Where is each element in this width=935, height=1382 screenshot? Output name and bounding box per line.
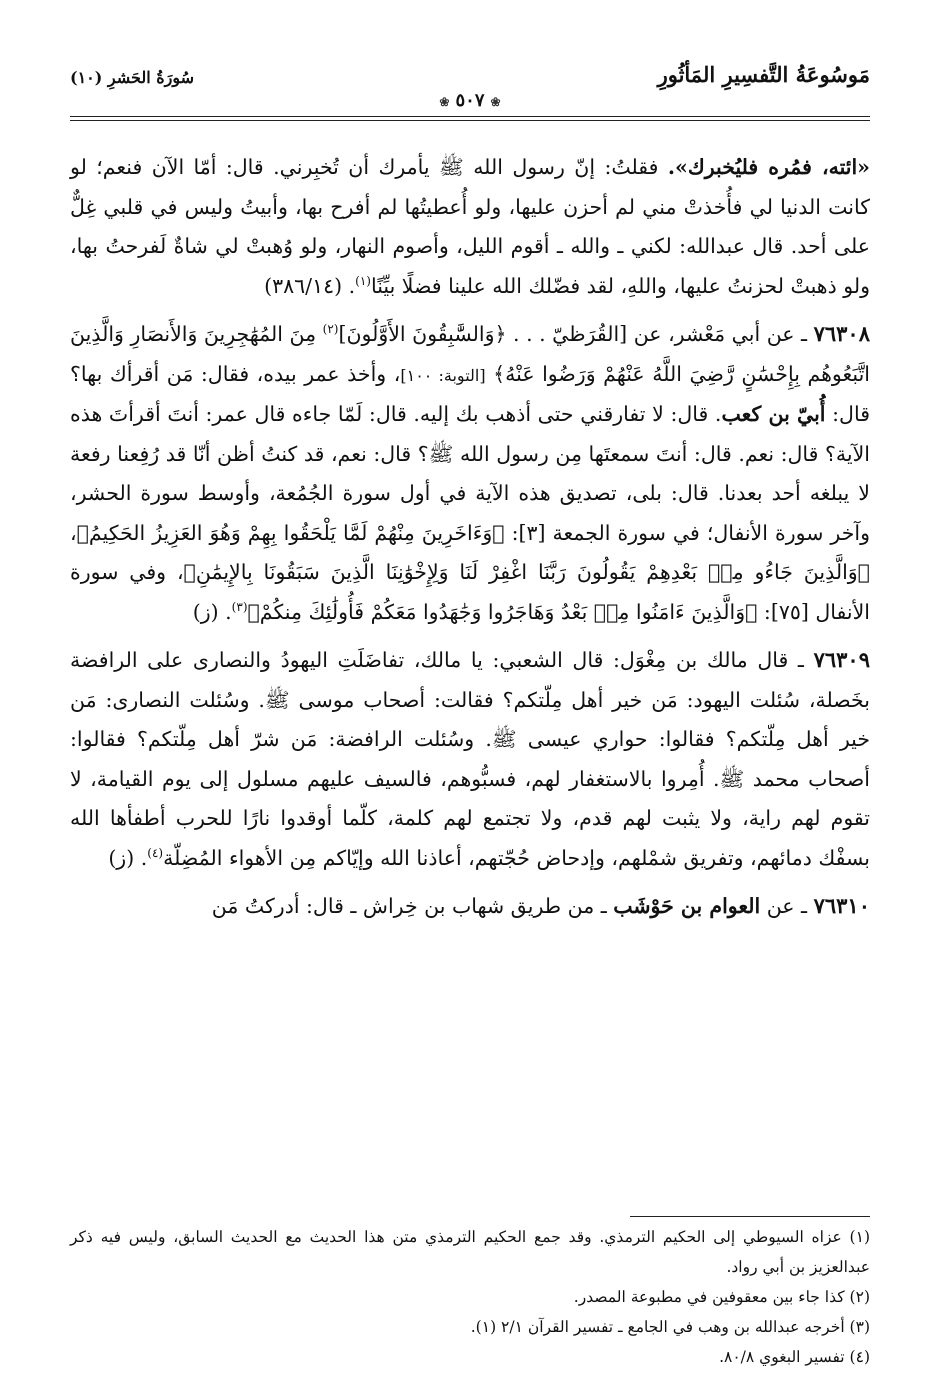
header-rule [70, 116, 870, 117]
quran-verse: مِنَ المُهَٰجِرِينَ وَالأَنصَارِ وَالَّذِينَ اتَّبَعُوهُم بِإِحْسَٰنٍ رَّضِيَ اللَّهُ عَنْهُمْ وَرَضُوا عَنْهُ﴾ [70, 322, 870, 386]
narrator-name: أُبيّ بن كعب [721, 402, 826, 426]
entry-76308 [70, 314, 870, 632]
footnote-4: (٤) تفسير البغوي ٨٠/٨. [719, 1348, 870, 1366]
page-number-block [70, 90, 870, 111]
paragraph-continuation [70, 148, 870, 306]
narrator-name: العوام بن حَوْشَب [613, 894, 761, 918]
footnote-separator [630, 1216, 870, 1217]
footnotes [70, 1222, 870, 1372]
entry-text-end: . (ز) [192, 599, 232, 624]
entry-text: ـ عن أبي مَعْشر، عن [القُرَظيّ . . . ﴿وَالسَّٰبِقُونَ الأَوَّلُونَ] [338, 322, 814, 346]
entry-text: . قال: لا تفارقني حتى أذهب بك إليه. قال: لَمّا جاءه قال عمر: أنتَ أقرأتَ هذه الآية؟ قال: نعم. قال: أنتَ سمعتَها مِن رسول الله ﷺ؟ قال: نعم، قد كنتُ أظن أنّا قد رُفِعنا رفعة لا يبلغه أحد بعدنا. قال: بلى، تصديق هذه الآية في أول سورة الجُمُعة، وأوسط سورة الحشر، وآخر سورة الأنفال؛ في سورة الجمعة [٣]: ﴿وَءَاخَرِينَ مِنْهُمْ لَمَّا يَلْحَقُوا بِهِمْ وَهُوَ العَزِيزُ الحَكِيمُ﴾، ﴿وَالَّذِينَ جَاءُو مِنۢ بَعْدِهِمْ يَقُولُونَ رَبَّنَا اغْفِرْ لَنَا وَلِإِخْوَٰنِنَا الَّذِينَ سَبَقُونَا بِالإِيمَٰنِ﴾، وفي سورة الأنفال [٧٥]: ﴿وَالَّذِينَ ءَامَنُوا مِنۢ بَعْدُ وَهَاجَرُوا وَجَٰهَدُوا مَعَكُمْ فَأُولَٰئِكَ مِنكُمْ﴾ [70, 402, 870, 624]
paragraph-text: فقلتُ: إنّ رسول الله ﷺ يأمرك أن تُخبِرني. قال: أمّا الآن فنعم؛ لو كانت الدنيا لي فأُخذتْ مني لم أحزن عليها، ولو أُعطيتُها لم أفرح بها، وأبيتُ وليس في قلبي غِلٌّ على أحد. قال عبدالله: لكني ـ والله ـ أقوم الليل، وأصوم النهار، ولو وُهبتْ لي شاةٌ لَفرحتُ بها، ولو ذهبتْ لحزنتُ عليها، واللهِ، لقد فضّلك الله علينا فضلًا بيِّنًا [70, 155, 870, 298]
footnote-1: (١) عزاه السيوطي إلى الحكيم الترمذي. وقد جمع الحكيم الترمذي متن هذا الحديث مع الحديث السابق، وليس فيه ذكر عبدالعزيز بن أبي رواد. [70, 1228, 870, 1276]
main-text [70, 148, 870, 935]
entry-76310 [70, 886, 870, 927]
ornament-icon: ❀ [490, 95, 501, 109]
footnote-ref[interactable]: (١) [355, 273, 371, 288]
entry-76309 [70, 640, 870, 878]
header-rule-thin [70, 120, 870, 121]
hadith-quote: «ائته، فمُره فليُخبرك». [667, 155, 870, 179]
entry-text: ـ قال مالك بن مِغْوَل: قال الشعبي: يا مالك، تفاضَلَتِ اليهودُ والنصارى على الرافضة بخَصلة، سُئلت اليهود: مَن خير أهل مِلّتكم؟ فقالت: أصحاب موسى ﷺ. وسُئلت النصارى: مَن خير أهل مِلّتكم؟ فقالوا: حواري عيسى ﷺ. وسُئلت الرافضة: مَن شرّ أهل مِلّتكم؟ فقالوا: أصحاب محمد ﷺ. أُمِروا بالاستغفار لهم، فسبُّوهم، فالسيف عليهم مسلول إلى يوم القيامة، لا تقوم لهم راية، ولا يثبت لهم قدم، ولا تجتمع لهم كلمة، كلّما أوقدوا نارًا للحرب أطفأها الله بسفْك دمائهم، وتفريق شمْلهم، وإدحاض حُجّتهم، أعاذنا الله وإيّاكم مِن الأهواء المُضِلّة [70, 648, 870, 870]
footnote-3: (٣) أخرجه عبدالله بن وهب في الجامع ـ تفسير القرآن ٢/١ (١). [470, 1318, 870, 1336]
book-title: مَوسُوعَةُ التَّفسِيرِ المَأثُورِ [657, 62, 870, 87]
entry-text-end: . (ز) [108, 845, 148, 870]
page [70, 56, 870, 1366]
page-number: ٥٠٧ [455, 90, 485, 111]
entry-number: ٧٦٣٠٨ [813, 321, 870, 346]
footnote-ref[interactable]: (٢) [322, 322, 339, 337]
footnote-ref[interactable]: (٣) [231, 599, 248, 614]
ornament-icon: ❀ [439, 95, 450, 109]
entry-number: ٧٦٣١٠ [813, 893, 870, 918]
entry-text: ـ عن [760, 894, 814, 918]
footnote-2: (٢) كذا جاء بين معقوفين في مطبوعة المصدر. [573, 1288, 870, 1306]
entry-number: ٧٦٣٠٩ [813, 647, 870, 672]
page-header [70, 56, 870, 111]
paragraph-text-end: . (٣٨٦/١٤) [264, 273, 356, 298]
verse-reference: [التوبة: ١٠٠] [400, 365, 486, 385]
footnote-ref[interactable]: (٤) [147, 845, 164, 860]
entry-text: ، وأخذ عمر بيده، فقال: مَن أقرأك بها؟ قال: [70, 361, 870, 426]
surah-title: سُورَةُ الحَشرِ (١٠) [70, 68, 195, 87]
entry-text: ـ من طريق شهاب بن خِراش ـ قال: أدركتُ مَن [211, 894, 614, 918]
